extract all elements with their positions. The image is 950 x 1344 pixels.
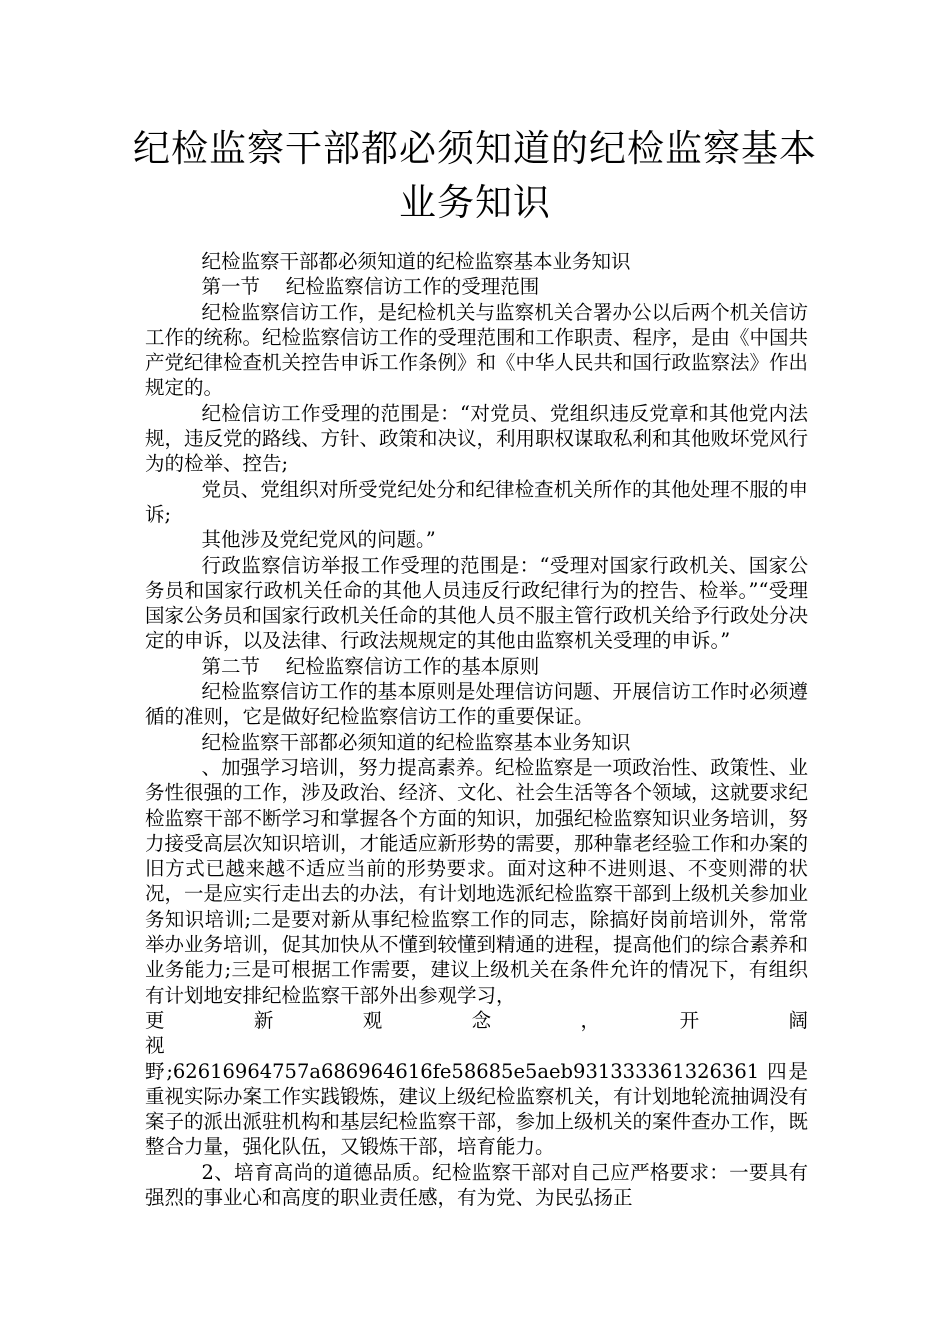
- paragraph-spread-line: 更 新 观 念 ， 开 阔 视: [145, 1008, 887, 1058]
- paragraph: 行政监察信访举报工作受理的范围是：“受理对国家行政机关、国家公务员和国家行政机关任命的其他人员违反行政纪律行为的控告、检举。”“受理国家公务员和国家行政机关任命的其他人员不服主管行政机关给予行政处分决定的申诉，以及法律、行政法规规定的其他由监察机关受理的申诉。”: [145, 553, 809, 653]
- paragraph: 野;62616964757a686964616fe58685e5aeb931333361326361 四是重视实际办案工作实践锻炼，建议上级纪检监察机关，有计划地轮流抽调没有案子的派出派驻机构和基层纪检监察干部，参加上级机关的案件查办工作，既整合力量，强化队伍，又锻炼干部，培育能力。: [145, 1059, 809, 1159]
- paragraph: 其他涉及党纪党风的问题。”: [201, 528, 436, 552]
- title-line-2: 业务知识: [399, 181, 551, 224]
- document-body: [145, 249, 887, 1210]
- title-line-1: 纪检监察干部都必须知道的纪检监察基本: [133, 127, 817, 170]
- section-heading: 第二节 纪检监察信访工作的基本原则: [201, 654, 540, 678]
- paragraph: 、加强学习培训，努力提高素养。纪检监察是一项政治性、政策性、业务性很强的工作，涉及政治、经济、文化、社会生活等各个领域，这就要求纪检监察干部不断学习和掌握各个方面的知识，加强纪检监察知识业务培训，努力接受高层次知识培训，才能适应新形势的需要，那种靠老经验工作和办案的旧方式已越来越不适应当前的形势要求。面对这种不进则退、不变则滞的状况，一是应实行走出去的办法，有计划地选派纪检监察干部到上级机关参加业务知识培训;二是要对新从事纪检监察工作的同志，除搞好岗前培训外，常常举办业务培训，促其加快从不懂到较懂到精通的进程，提高他们的综合素养和业务能力;三是可根据工作需要，建议上级机关在条件允许的情况下，有组织有计划地安排纪检监察干部外出参观学习，: [145, 755, 809, 1007]
- paragraph: 纪检监察信访工作，是纪检机关与监察机关合署办公以后两个机关信访工作的统称。纪检监察信访工作的受理范围和工作职责、程序，是由《中国共产党纪律检查机关控告申诉工作条例》和《中华人民共和国行政监察法》作出规定的。: [145, 300, 809, 400]
- paragraph: 纪检监察干部都必须知道的纪检监察基本业务知识: [201, 250, 631, 273]
- paragraph: 2、培育高尚的道德品质。纪检监察干部对自己应严格要求：一要具有强烈的事业心和高度的职业责任感，有为党、为民弘扬正: [145, 1160, 808, 1209]
- document-title: [120, 122, 830, 230]
- paragraph: 党员、党组织对所受党纪处分和纪律检查机关所作的其他处理不服的申诉;: [145, 477, 808, 526]
- paragraph: 纪检监察干部都必须知道的纪检监察基本业务知识: [201, 730, 631, 754]
- section-heading: 第一节 纪检监察信访工作的受理范围: [201, 275, 540, 299]
- paragraph: 纪检信访工作受理的范围是：“对党员、党组织违反党章和其他党内法规，违反党的路线、方针、政策和决议，利用职权谋取私利和其他败坏党风行为的检举、控告;: [145, 401, 809, 476]
- paragraph: 纪检监察信访工作的基本原则是处理信访问题、开展信访工作时必须遵循的准则，它是做好纪检监察信访工作的重要保证。: [145, 680, 808, 729]
